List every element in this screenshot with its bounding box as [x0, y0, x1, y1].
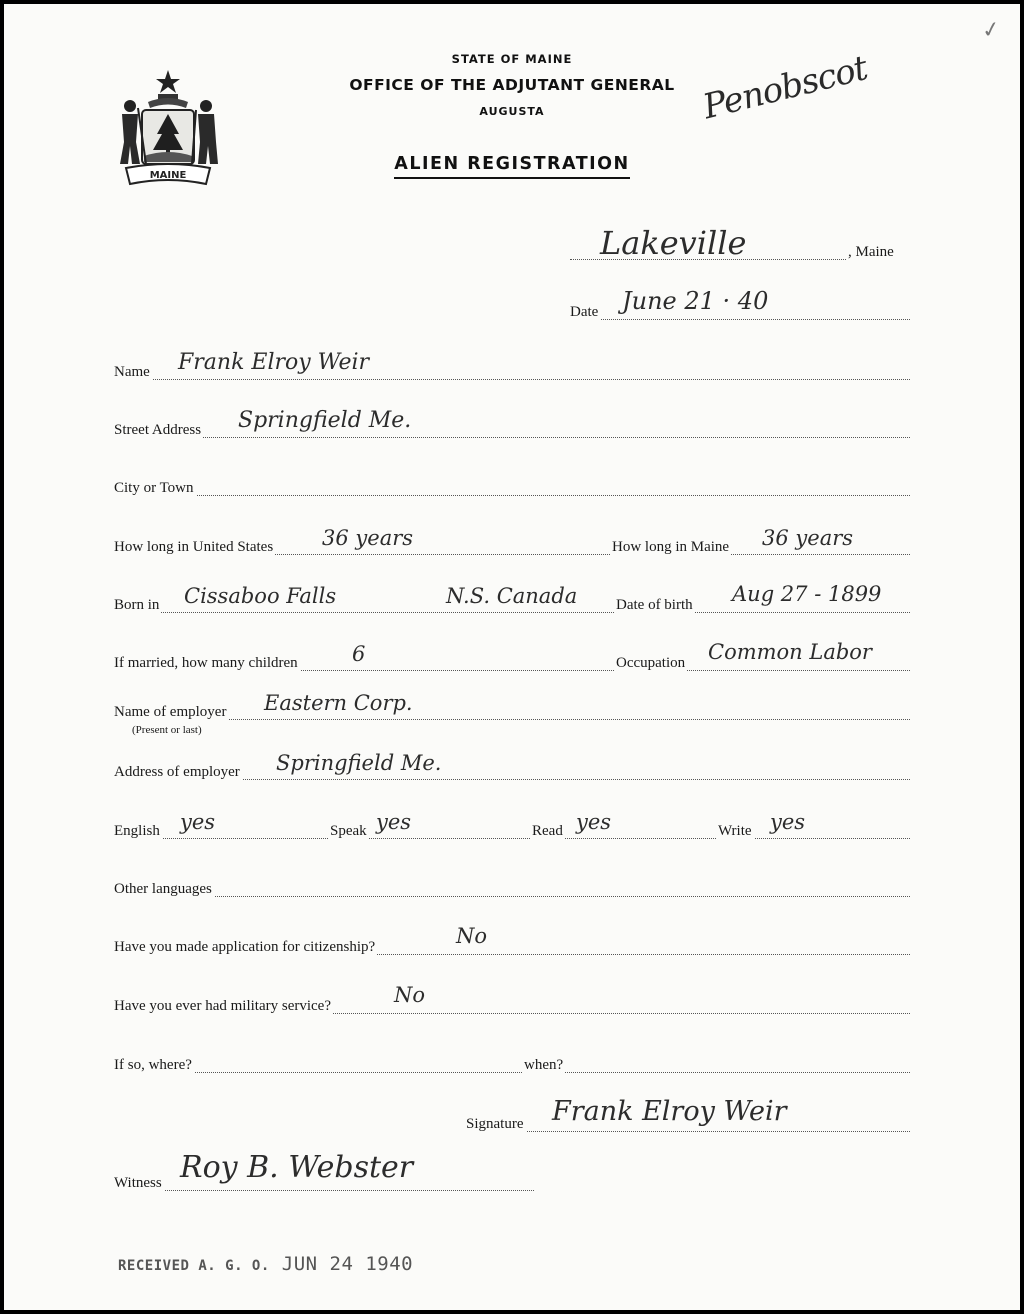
signature-row [466, 1096, 910, 1136]
date-of-birth-label: Date of birth [616, 597, 693, 613]
where-label: If so, where? [114, 1057, 192, 1073]
military-row [114, 983, 910, 1018]
alien-registration-form [4, 4, 1020, 1310]
employer-address-label: Address of employer [114, 764, 240, 780]
header-office: OFFICE OF THE ADJUTANT GENERAL [349, 76, 675, 94]
born-row [114, 582, 910, 617]
when-label: when? [524, 1057, 564, 1073]
location-row [570, 224, 910, 264]
header-state: STATE OF MAINE [451, 52, 573, 66]
other-languages-row [114, 871, 910, 901]
witness-label: Witness [114, 1175, 162, 1191]
received-stamp-prefix: RECEIVED A. G. O. [118, 1258, 270, 1274]
how-long-maine-value: 36 years [762, 526, 854, 550]
date-label: Date [570, 304, 599, 320]
witness-row [114, 1150, 534, 1195]
where-when-row [114, 1047, 910, 1077]
location-suffix: , Maine [848, 244, 894, 260]
employer-value: Eastern Corp. [264, 691, 413, 715]
language-row [114, 810, 910, 843]
city-label: City or Town [114, 480, 194, 496]
how-long-us-label: How long in United States [114, 539, 274, 555]
employer-sublabel: (Present or last) [132, 724, 202, 736]
header-city: AUGUSTA [479, 105, 545, 118]
witness-value: Roy B. Webster [180, 1150, 414, 1185]
born-in-value: Cissaboo Falls [184, 584, 337, 608]
speak-label: Speak [330, 823, 367, 839]
employer-address-row [114, 751, 910, 784]
how-long-row [114, 526, 910, 559]
name-value: Frank Elroy Weir [178, 350, 370, 375]
employer-row [114, 691, 910, 724]
english-value: yes [180, 810, 216, 834]
military-value: No [394, 983, 426, 1007]
city-row [114, 470, 910, 500]
read-value: yes [576, 810, 612, 834]
children-value: 6 [352, 642, 366, 666]
employer-label: Name of employer [114, 704, 227, 720]
received-stamp-date: JUN 24 1940 [281, 1253, 414, 1275]
name-label: Name [114, 364, 150, 380]
signature-value: Frank Elroy Weir [552, 1096, 787, 1127]
date-row [570, 287, 910, 324]
write-value: yes [770, 810, 806, 834]
children-label: If married, how many children [114, 655, 298, 671]
date-value: June 21 · 40 [622, 287, 769, 315]
read-label: Read [532, 823, 563, 839]
citizenship-row [114, 924, 910, 959]
signature-label: Signature [466, 1116, 524, 1132]
check-mark-icon: ✓ [979, 16, 1003, 45]
location-value: Lakeville [600, 224, 747, 262]
employer-address-value: Springfield Me. [276, 751, 442, 775]
write-label: Write [718, 823, 752, 839]
date-of-birth-value: Aug 27 - 1899 [732, 582, 882, 606]
military-label: Have you ever had military service? [114, 998, 331, 1014]
street-address-row [114, 408, 910, 442]
how-long-maine-label: How long in Maine [612, 539, 730, 555]
street-address-label: Street Address [114, 422, 202, 438]
form-title: ALIEN REGISTRATION [4, 154, 1020, 174]
citizenship-value: No [456, 924, 488, 948]
street-address-value: Springfield Me. [238, 408, 412, 433]
other-languages-label: Other languages [114, 881, 212, 897]
speak-value: yes [376, 810, 412, 834]
citizenship-label: Have you made application for citizenship? [114, 939, 376, 955]
seal-banner-text: MAINE [149, 170, 187, 181]
born-in-value-country: N.S. Canada [446, 584, 578, 608]
occupation-value: Common Labor [708, 640, 872, 664]
county-annotation: Penobscot [699, 48, 872, 128]
occupation-label: Occupation [616, 655, 686, 671]
name-row [114, 350, 910, 384]
how-long-us-value: 36 years [322, 526, 414, 550]
born-in-label: Born in [114, 597, 160, 613]
english-label: English [114, 823, 160, 839]
children-row [114, 640, 910, 675]
received-stamp [118, 1253, 413, 1275]
